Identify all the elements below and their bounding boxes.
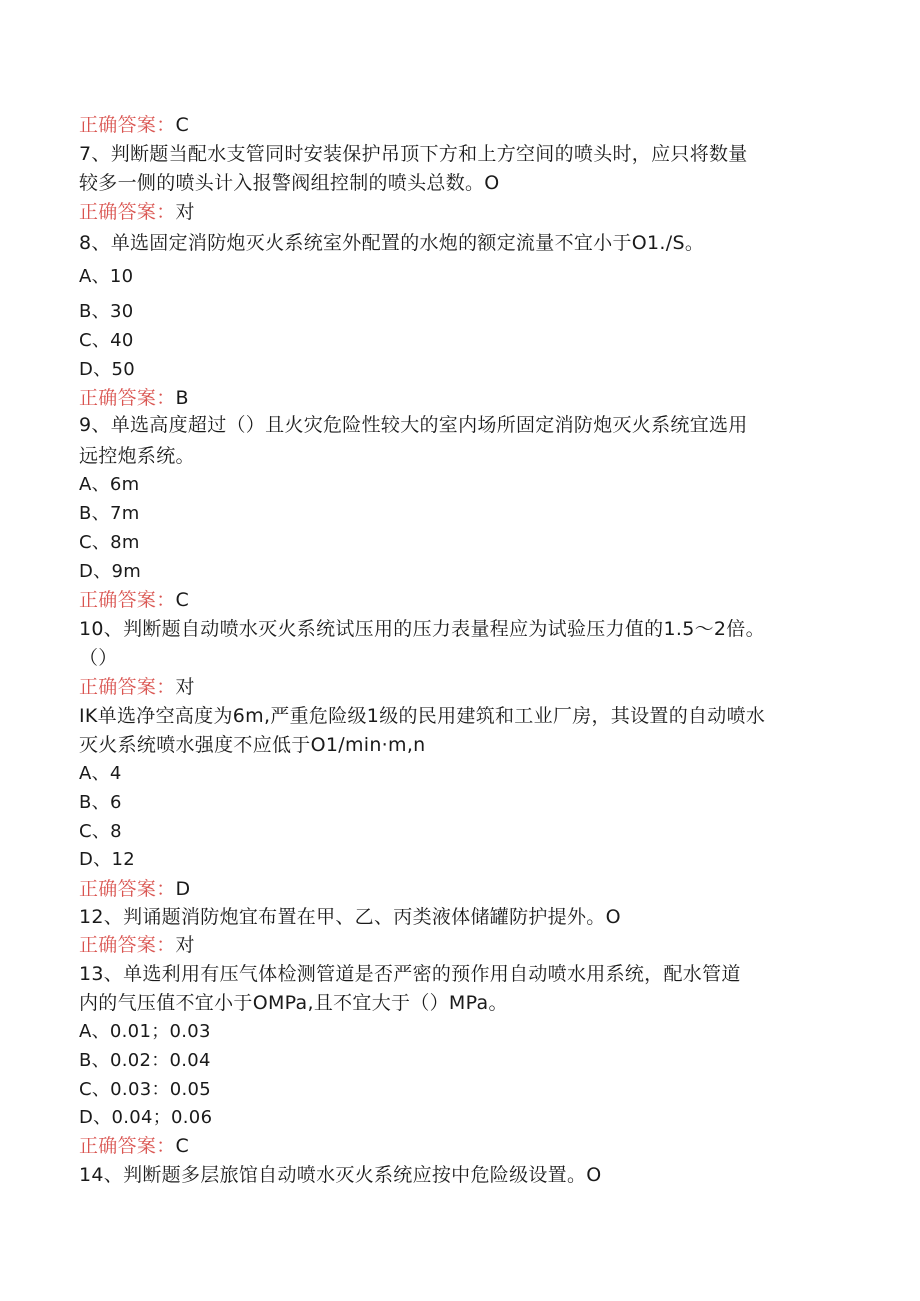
question-text: 较多一侧的喷头计入报警阀组控制的喷头总数。O <box>79 172 500 194</box>
answer-option: D、12 <box>79 849 135 870</box>
answer-option: B、30 <box>79 301 134 322</box>
answer-label: 正确答案： <box>79 589 176 611</box>
answer-option: B、7m <box>79 503 140 524</box>
answer-value: C <box>175 1135 190 1157</box>
question-text: 14、判断题多层旅馆自动喷水灭火系统应按中危险级设置。O <box>79 1164 602 1186</box>
answer-option: C、0.03：0.05 <box>79 1079 212 1100</box>
question-text: 远控炮系统。 <box>79 445 195 467</box>
question-text: 8、单选固定消防炮灭火系统室外配置的水炮的额定流量不宜小于O1./S。 <box>79 232 705 254</box>
question-text: IK单选净空高度为6m,严重危险级1级的民用建筑和工业厂房，其设置的自动喷水 <box>79 705 766 727</box>
question-text: 12、判诵题消防炮宜布置在甲、乙、丙类液体储罐防护提外。O <box>79 906 621 928</box>
answer-label: 正确答案： <box>79 387 176 409</box>
answer-value: 对 <box>175 676 195 698</box>
answer-value: 对 <box>175 201 195 223</box>
answer-label: 正确答案： <box>79 1135 176 1157</box>
answer-line <box>79 588 189 612</box>
answer-label: 正确答案： <box>79 934 176 956</box>
answer-label: 正确答案： <box>79 201 176 223</box>
answer-line <box>79 200 195 224</box>
answer-value: C <box>175 589 190 611</box>
answer-option: A、6m <box>79 474 140 495</box>
question-text: （） <box>79 647 118 669</box>
answer-label: 正确答案： <box>79 676 176 698</box>
answer-option: B、0.02：0.04 <box>79 1050 211 1071</box>
answer-line <box>79 933 195 957</box>
answer-value: C <box>175 114 190 136</box>
answer-value: 对 <box>175 934 195 956</box>
answer-option: B、6 <box>79 792 122 813</box>
answer-option: A、0.01；0.03 <box>79 1021 211 1042</box>
answer-value: B <box>175 387 189 409</box>
answer-line <box>79 877 190 901</box>
answer-line <box>79 113 189 137</box>
question-text: 7、判断题当配水支管同时安装保护吊顶下方和上方空间的喷头时，应只将数量 <box>79 143 748 165</box>
answer-line <box>79 386 189 410</box>
answer-line <box>79 675 195 699</box>
answer-label: 正确答案： <box>79 114 176 136</box>
answer-option: C、8m <box>79 532 140 553</box>
answer-value: D <box>175 878 191 900</box>
answer-line <box>79 1134 189 1158</box>
question-text: 10、判断题自动喷水灭火系统试压用的压力表量程应为试验压力值的1.5～2倍。 <box>79 618 765 640</box>
answer-option: A、10 <box>79 266 134 287</box>
question-text: 9、单选高度超过（）且火灾危险性较大的室内场所固定消防炮灭火系统宜选用 <box>79 414 748 436</box>
question-text: 内的气压值不宜小于OMPa,且不宜大于（）MPa。 <box>79 992 508 1014</box>
answer-option: C、40 <box>79 330 134 351</box>
answer-option: D、0.04；0.06 <box>79 1107 213 1128</box>
answer-option: C、8 <box>79 821 122 842</box>
answer-label: 正确答案： <box>79 878 176 900</box>
answer-option: D、9m <box>79 561 142 582</box>
question-text: 13、单选利用有压气体检测管道是否严密的预作用自动喷水用系统，配水管道 <box>79 963 741 985</box>
question-text: 灭火系统喷水强度不应低于O1∕min·m,n <box>79 734 426 756</box>
answer-option: D、50 <box>79 359 135 380</box>
answer-option: A、4 <box>79 763 122 784</box>
